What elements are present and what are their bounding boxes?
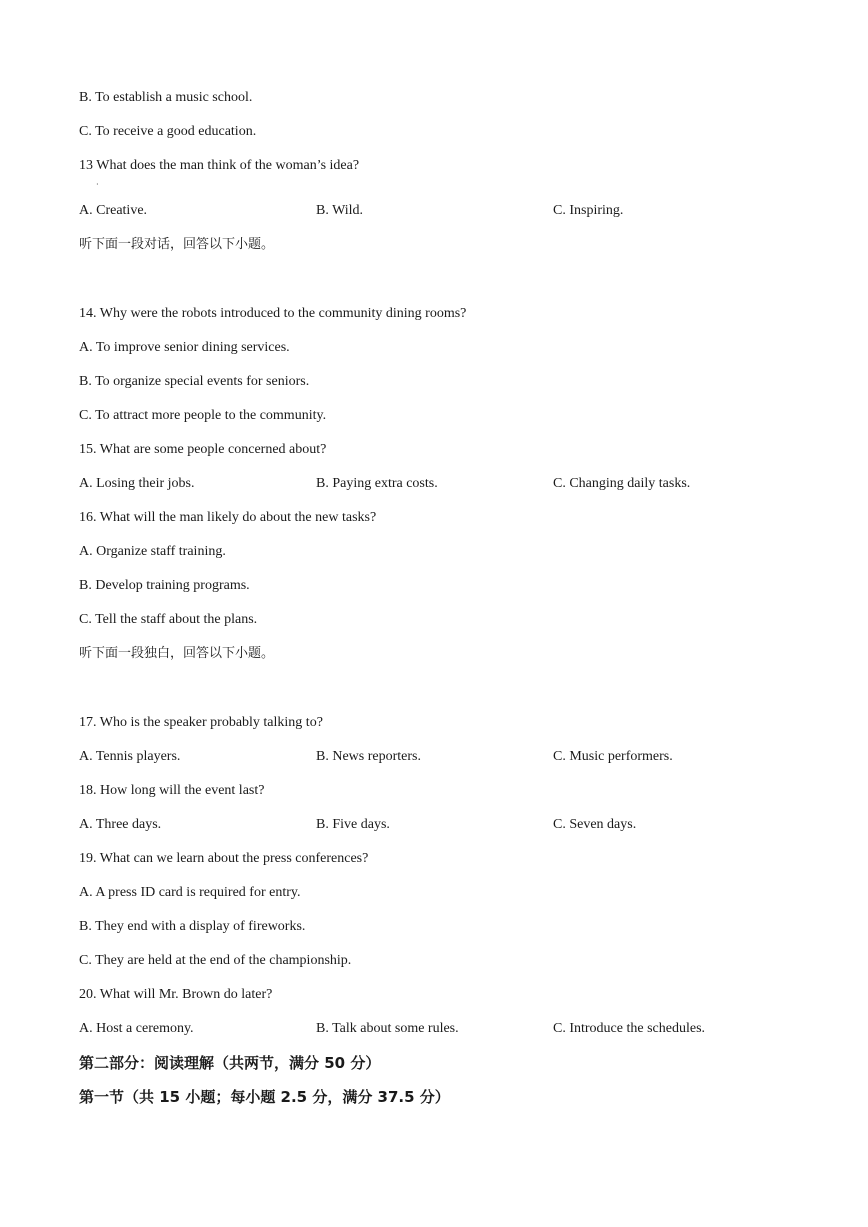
- q20-option-c: C. Introduce the schedules.: [553, 1021, 706, 1036]
- q12-option-b: B. To establish a music school.: [79, 90, 253, 105]
- q18-option-c: C. Seven days.: [553, 817, 637, 832]
- q17-option-a: A. Tennis players.: [79, 749, 181, 764]
- q12-option-c: C. To receive a good education.: [79, 124, 257, 139]
- q19-option-a: A. A press ID card is required for entry.: [79, 885, 301, 900]
- q16-question: 16. What will the man likely do about the new tasks?: [79, 510, 377, 525]
- q18-option-a: A. Three days.: [79, 817, 162, 832]
- q19-question: 19. What can we learn about the press conferences?: [79, 851, 369, 866]
- monologue-instruction: 听下面一段独白，回答以下小题。: [79, 646, 275, 661]
- q15-option-c: C. Changing daily tasks.: [553, 476, 691, 491]
- q14-option-c: C. To attract more people to the community.: [79, 408, 327, 423]
- q17-option-c: C. Music performers.: [553, 749, 673, 764]
- q20-option-a: A. Host a ceremony.: [79, 1021, 194, 1036]
- q17-option-b: B. News reporters.: [316, 749, 421, 764]
- q13-option-b: B. Wild.: [316, 203, 364, 218]
- q16-option-b: B. Develop training programs.: [79, 578, 250, 593]
- q13-question: 13 What does the man think of the woman’s idea?: [79, 158, 360, 173]
- q16-option-a: A. Organize staff training.: [79, 544, 226, 559]
- q14-option-b: B. To organize special events for seniors.: [79, 374, 310, 389]
- dialogue-instruction: 听下面一段对话，回答以下小题。: [79, 237, 275, 252]
- q18-question: 18. How long will the event last?: [79, 783, 265, 798]
- part2-heading: 第二部分：阅读理解（共两节，满分 50 分）: [79, 1054, 381, 1072]
- section1-heading: 第一节（共 15 小题；每小题 2.5 分，满分 37.5 分）: [79, 1088, 450, 1106]
- q19-option-b: B. They end with a display of fireworks.: [79, 919, 306, 934]
- q15-option-b: B. Paying extra costs.: [316, 476, 438, 491]
- q15-option-a: A. Losing their jobs.: [79, 476, 195, 491]
- q20-question: 20. What will Mr. Brown do later?: [79, 987, 273, 1002]
- stray-mark: ·: [96, 180, 99, 189]
- q13-option-c: C. Inspiring.: [553, 203, 624, 218]
- q17-question: 17. Who is the speaker probably talking to?: [79, 715, 323, 730]
- q16-option-c: C. Tell the staff about the plans.: [79, 612, 258, 627]
- q18-option-b: B. Five days.: [316, 817, 390, 832]
- q14-option-a: A. To improve senior dining services.: [79, 340, 290, 355]
- q20-option-b: B. Talk about some rules.: [316, 1021, 459, 1036]
- q19-option-c: C. They are held at the end of the championship.: [79, 953, 352, 968]
- q13-option-a: A. Creative.: [79, 203, 148, 218]
- q15-question: 15. What are some people concerned about?: [79, 442, 327, 457]
- q14-question: 14. Why were the robots introduced to the community dining rooms?: [79, 306, 467, 321]
